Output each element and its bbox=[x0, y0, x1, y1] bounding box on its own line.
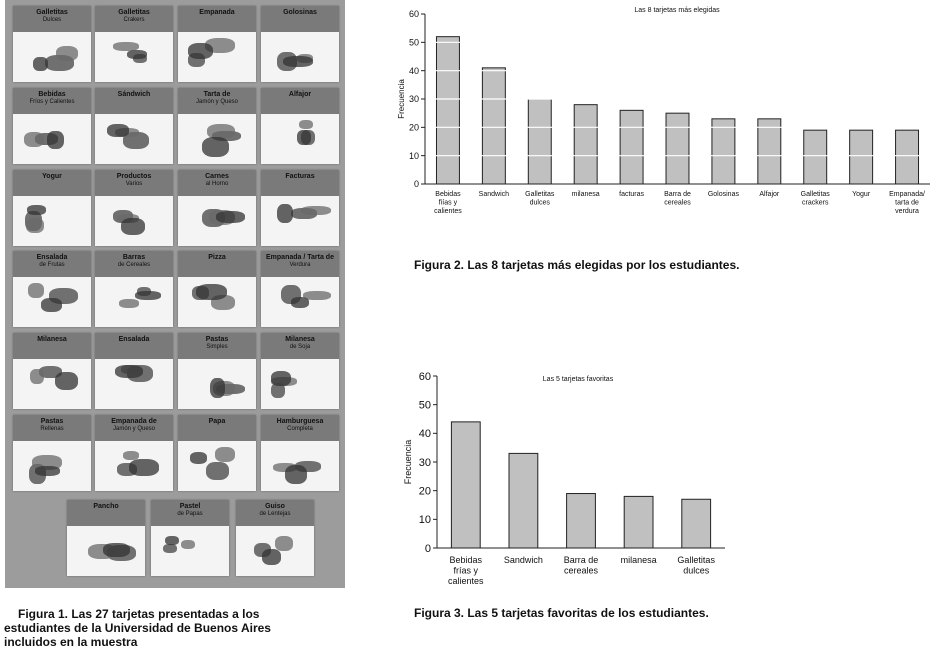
bar bbox=[509, 453, 538, 548]
y-tick-label: 60 bbox=[408, 9, 419, 20]
food-shape bbox=[115, 365, 143, 378]
food-card-title: Pastel bbox=[179, 503, 201, 510]
food-card bbox=[178, 6, 256, 82]
food-card bbox=[95, 251, 173, 327]
x-tick-label-line: dulces bbox=[683, 565, 710, 576]
food-card-header bbox=[178, 333, 256, 359]
food-shape bbox=[129, 459, 159, 476]
x-tick-label bbox=[479, 191, 509, 198]
food-card-subtitle: Jamón y Queso bbox=[195, 99, 239, 106]
x-tick-label-line: Sandwich bbox=[478, 191, 510, 198]
food-card-subtitle: Fríos y Calientes bbox=[29, 99, 75, 106]
x-tick-label-line: frías y bbox=[453, 565, 479, 576]
food-shape bbox=[291, 297, 309, 308]
food-shape bbox=[165, 536, 179, 545]
food-card bbox=[236, 500, 314, 576]
y-tick-label: 30 bbox=[418, 456, 431, 469]
food-shape bbox=[271, 371, 291, 386]
y-tick-label: 0 bbox=[413, 179, 419, 190]
food-shape bbox=[202, 137, 229, 157]
food-card-title: Empanada / Tarta de bbox=[266, 254, 334, 261]
bar bbox=[804, 130, 827, 184]
food-card-subtitle: de Frutas bbox=[39, 262, 65, 269]
food-card-image bbox=[105, 283, 163, 319]
x-tick-label bbox=[664, 191, 691, 207]
food-shape bbox=[215, 447, 235, 462]
food-card-subtitle: Rellenas bbox=[40, 426, 64, 433]
food-shape bbox=[55, 372, 78, 390]
bar bbox=[567, 494, 596, 548]
food-shape bbox=[196, 284, 227, 300]
food-card bbox=[95, 415, 173, 491]
x-tick-label bbox=[619, 191, 644, 198]
food-card-header bbox=[67, 500, 145, 526]
food-shape bbox=[127, 50, 147, 59]
food-card-title: Milanesa bbox=[37, 336, 67, 343]
food-card-header bbox=[95, 6, 173, 32]
food-card-image bbox=[188, 447, 246, 483]
food-card-subtitle: Verdura bbox=[289, 262, 311, 269]
food-card-image bbox=[23, 447, 81, 483]
food-card-subtitle: al Horno bbox=[205, 181, 229, 188]
x-tick-label-line: crackers bbox=[802, 199, 829, 207]
x-tick-label bbox=[759, 191, 780, 198]
figure3-caption: Figura 3. Las 5 tarjetas favoritas de los estudiantes. bbox=[414, 606, 709, 620]
x-tick-label-line: Bebidas bbox=[435, 191, 461, 198]
bar bbox=[758, 119, 781, 184]
bar bbox=[620, 110, 643, 184]
food-card-image bbox=[271, 120, 329, 156]
food-card-title: Pastas bbox=[40, 418, 64, 425]
food-card-title: Alfajor bbox=[288, 91, 312, 98]
x-tick-label bbox=[889, 191, 925, 215]
food-card-image bbox=[271, 283, 329, 319]
figure2-caption: Figura 2. Las 8 tarjetas más elegidas por los estudiantes. bbox=[414, 258, 740, 272]
x-tick-label bbox=[434, 191, 462, 215]
x-tick-label-line: dulces bbox=[529, 199, 550, 207]
x-tick-label-line: cereales bbox=[664, 199, 691, 207]
x-tick-label-line: Galletitas bbox=[677, 555, 715, 565]
food-card-header bbox=[261, 88, 339, 114]
x-tick-label bbox=[801, 191, 831, 207]
food-card-title: Barras bbox=[122, 254, 146, 261]
bar bbox=[712, 119, 735, 184]
food-card-image bbox=[188, 202, 246, 238]
chart-5-favorites-plot bbox=[403, 371, 725, 586]
x-tick-label-line: Bebidas bbox=[449, 555, 483, 565]
food-card bbox=[261, 415, 339, 491]
x-tick-label-line: milanesa bbox=[571, 191, 600, 198]
food-shape bbox=[216, 211, 245, 223]
y-tick-label: 10 bbox=[408, 150, 419, 161]
food-shape bbox=[301, 206, 331, 215]
x-tick-label-line: Sandwich bbox=[503, 555, 543, 565]
x-tick-label-line: Golosinas bbox=[707, 191, 739, 198]
bar bbox=[528, 99, 551, 184]
food-card bbox=[13, 333, 91, 409]
y-axis-label: Frecuencia bbox=[397, 79, 406, 119]
x-tick-label bbox=[621, 555, 657, 565]
food-card-title: Ensalada bbox=[118, 336, 150, 343]
food-card-title: Pizza bbox=[208, 254, 226, 261]
figure1-caption-line: estudiantes de la Universidad de Buenos Aires bbox=[4, 621, 271, 635]
chart-8-most-chosen-plot bbox=[397, 7, 930, 215]
food-card-header bbox=[261, 333, 339, 359]
food-card bbox=[261, 170, 339, 246]
food-card-subtitle: Completa bbox=[287, 426, 313, 433]
food-card-title: Empanada bbox=[199, 9, 235, 16]
x-tick-label-line: calientes bbox=[448, 576, 484, 586]
food-card-title: Golosinas bbox=[283, 9, 317, 16]
food-card-header bbox=[261, 251, 339, 277]
food-card-header bbox=[261, 170, 339, 196]
food-card-header bbox=[178, 88, 256, 114]
food-card-header bbox=[95, 170, 173, 196]
food-card bbox=[95, 88, 173, 164]
x-tick-label-line: calientes bbox=[434, 208, 462, 215]
food-card-title: Milanesa bbox=[285, 336, 315, 343]
food-shape bbox=[210, 378, 225, 398]
food-card-subtitle: Jamón y Queso bbox=[112, 426, 156, 433]
food-shape bbox=[33, 57, 48, 71]
bar bbox=[682, 499, 711, 548]
food-card-header bbox=[95, 415, 173, 441]
food-card-subtitle: Simples bbox=[206, 344, 228, 351]
food-shape bbox=[135, 291, 161, 300]
food-shape bbox=[30, 369, 44, 384]
food-cards-photo bbox=[5, 0, 345, 588]
food-shape bbox=[206, 462, 229, 480]
x-tick-label bbox=[852, 191, 871, 198]
food-card-image bbox=[77, 532, 135, 568]
food-card-image bbox=[105, 447, 163, 483]
food-card-title: Empanada de bbox=[111, 418, 157, 425]
food-card-subtitle: de Soja bbox=[289, 344, 311, 351]
food-card-image bbox=[271, 365, 329, 401]
food-card bbox=[13, 415, 91, 491]
food-shape bbox=[188, 43, 213, 59]
food-shape bbox=[41, 298, 62, 312]
food-card-header bbox=[236, 500, 314, 526]
chart-title: Las 5 tarjetas favoritas bbox=[542, 376, 614, 383]
food-card-header bbox=[261, 6, 339, 32]
bar bbox=[896, 130, 919, 184]
food-card-title: Papa bbox=[208, 418, 226, 425]
y-tick-label: 20 bbox=[408, 122, 419, 133]
food-card-image bbox=[105, 365, 163, 401]
x-tick-label-line: Galletitas bbox=[800, 191, 830, 198]
food-card-image bbox=[105, 38, 163, 74]
food-shape bbox=[277, 204, 293, 223]
x-tick-label-line: cereales bbox=[563, 565, 599, 576]
food-shape bbox=[297, 130, 311, 145]
food-card bbox=[178, 88, 256, 164]
y-tick-label: 0 bbox=[424, 542, 431, 555]
bar bbox=[574, 105, 597, 184]
food-card-title: Bebidas bbox=[38, 91, 66, 98]
food-card-image bbox=[188, 283, 246, 319]
food-card-header bbox=[178, 170, 256, 196]
food-card-header bbox=[95, 251, 173, 277]
food-card-subtitle: de Lentejas bbox=[259, 511, 291, 518]
food-card-title: Ensalada bbox=[36, 254, 68, 261]
food-card-image bbox=[271, 447, 329, 483]
food-card-subtitle: Crakers bbox=[123, 17, 145, 24]
food-card-image bbox=[188, 38, 246, 74]
bar bbox=[624, 496, 653, 548]
food-card bbox=[67, 500, 145, 576]
food-card bbox=[178, 415, 256, 491]
food-card bbox=[95, 333, 173, 409]
y-tick-label: 60 bbox=[418, 370, 431, 383]
food-card-image bbox=[188, 120, 246, 156]
food-card-image bbox=[246, 532, 304, 568]
food-card-title: Guiso bbox=[265, 503, 285, 510]
food-card bbox=[151, 500, 229, 576]
figure1-caption-line: incluidos en la muestra bbox=[4, 635, 138, 649]
food-card-image bbox=[188, 365, 246, 401]
x-tick-label-line: milanesa bbox=[620, 555, 657, 565]
y-tick-label: 10 bbox=[418, 514, 431, 527]
x-tick-label-line: facturas bbox=[619, 191, 645, 198]
food-card bbox=[178, 333, 256, 409]
food-card-header bbox=[13, 415, 91, 441]
x-tick-label-line: Barra de bbox=[563, 555, 599, 565]
food-card bbox=[261, 251, 339, 327]
food-card-title: Hamburguesa bbox=[276, 418, 324, 425]
food-card bbox=[95, 170, 173, 246]
food-card-header bbox=[13, 170, 91, 196]
food-card bbox=[261, 6, 339, 82]
food-card-title: Galletitas bbox=[118, 9, 150, 16]
x-tick-label-line: Alfajor bbox=[759, 191, 780, 198]
food-card-header bbox=[13, 333, 91, 359]
food-shape bbox=[283, 56, 313, 67]
food-shape bbox=[56, 46, 78, 61]
x-tick-label-line: tarta de bbox=[895, 199, 919, 207]
figure1-caption-line: Figura 1. Las 27 tarjetas presentadas a los bbox=[18, 607, 260, 621]
y-tick-label: 50 bbox=[418, 399, 431, 412]
food-card bbox=[178, 251, 256, 327]
food-shape bbox=[299, 120, 313, 129]
food-card-header bbox=[13, 6, 91, 32]
food-card bbox=[178, 170, 256, 246]
x-tick-label bbox=[504, 555, 543, 565]
food-card bbox=[13, 88, 91, 164]
food-card-image bbox=[271, 202, 329, 238]
bar bbox=[850, 130, 873, 184]
food-card-header bbox=[261, 415, 339, 441]
x-tick-label-line: fiías y bbox=[438, 199, 458, 207]
y-tick-label: 30 bbox=[408, 94, 419, 105]
food-card-subtitle: de Cereales bbox=[117, 262, 151, 269]
food-card bbox=[13, 251, 91, 327]
food-card-subtitle: Dulces bbox=[42, 17, 62, 24]
x-tick-label-line: verdura bbox=[895, 208, 919, 215]
food-card-title: Pancho bbox=[93, 503, 119, 510]
food-card-header bbox=[178, 415, 256, 441]
food-shape bbox=[262, 549, 281, 565]
food-card-title: Galletitas bbox=[36, 9, 68, 16]
food-card-title: Pastas bbox=[205, 336, 229, 343]
x-tick-label bbox=[448, 555, 484, 586]
food-card bbox=[261, 88, 339, 164]
y-tick-label: 20 bbox=[418, 485, 431, 498]
x-tick-label bbox=[572, 191, 600, 198]
x-tick-label-line: Galletitas bbox=[525, 191, 555, 198]
bar bbox=[436, 37, 459, 184]
x-tick-label bbox=[564, 555, 599, 576]
food-shape bbox=[26, 218, 44, 233]
food-shape bbox=[275, 536, 293, 551]
bar bbox=[451, 422, 480, 548]
bar bbox=[666, 113, 689, 184]
food-card-image bbox=[105, 202, 163, 238]
food-card bbox=[261, 333, 339, 409]
food-card bbox=[95, 6, 173, 82]
food-shape bbox=[35, 466, 60, 476]
y-tick-label: 40 bbox=[408, 65, 419, 76]
food-card-header bbox=[178, 251, 256, 277]
y-tick-label: 50 bbox=[408, 37, 419, 48]
y-axis-label: Frecuencia bbox=[403, 439, 413, 485]
food-shape bbox=[103, 543, 130, 557]
food-shape bbox=[28, 283, 44, 298]
food-card-image bbox=[271, 38, 329, 74]
y-tick-label: 40 bbox=[418, 428, 431, 441]
food-card bbox=[13, 6, 91, 82]
food-card-title: Yogur bbox=[42, 173, 62, 180]
food-card-image bbox=[161, 532, 219, 568]
food-card-title: Carnes bbox=[205, 173, 229, 180]
food-shape bbox=[27, 205, 46, 215]
food-card-image bbox=[23, 365, 81, 401]
x-tick-label bbox=[525, 191, 555, 207]
food-shape bbox=[47, 131, 64, 149]
x-tick-label-line: Empanada/ bbox=[889, 191, 925, 198]
food-card-title: Productos bbox=[116, 173, 152, 180]
x-tick-label-line: Barra de bbox=[664, 191, 691, 198]
chart-title: Las 8 tarjetas más elegidas bbox=[634, 7, 720, 14]
x-tick-label bbox=[677, 555, 715, 576]
figure1-caption bbox=[4, 607, 334, 649]
x-tick-label bbox=[708, 191, 740, 198]
food-card-image bbox=[105, 120, 163, 156]
food-card-image bbox=[23, 202, 81, 238]
food-card-header bbox=[95, 333, 173, 359]
food-card-image bbox=[23, 283, 81, 319]
food-shape bbox=[107, 124, 129, 137]
food-card-subtitle: Varios bbox=[125, 181, 143, 188]
food-card-header bbox=[95, 88, 173, 114]
food-card-image bbox=[23, 120, 81, 156]
food-shape bbox=[285, 465, 307, 484]
food-shape bbox=[190, 452, 207, 464]
x-tick-label-line: Yogur bbox=[852, 191, 871, 198]
food-card bbox=[13, 170, 91, 246]
food-shape bbox=[24, 132, 44, 147]
food-shape bbox=[119, 299, 139, 308]
bar bbox=[482, 68, 505, 184]
food-shape bbox=[181, 540, 195, 549]
food-card-subtitle: de Papas bbox=[177, 511, 203, 518]
food-card-title: Facturas bbox=[285, 173, 315, 180]
food-shape bbox=[163, 544, 177, 553]
food-card-image bbox=[23, 38, 81, 74]
food-card-title: Sándwich bbox=[117, 91, 151, 98]
food-card-header bbox=[13, 88, 91, 114]
food-card-header bbox=[178, 6, 256, 32]
food-shape bbox=[121, 218, 145, 235]
food-card-header bbox=[13, 251, 91, 277]
food-card-title: Tarta de bbox=[203, 91, 231, 98]
food-card-header bbox=[151, 500, 229, 526]
